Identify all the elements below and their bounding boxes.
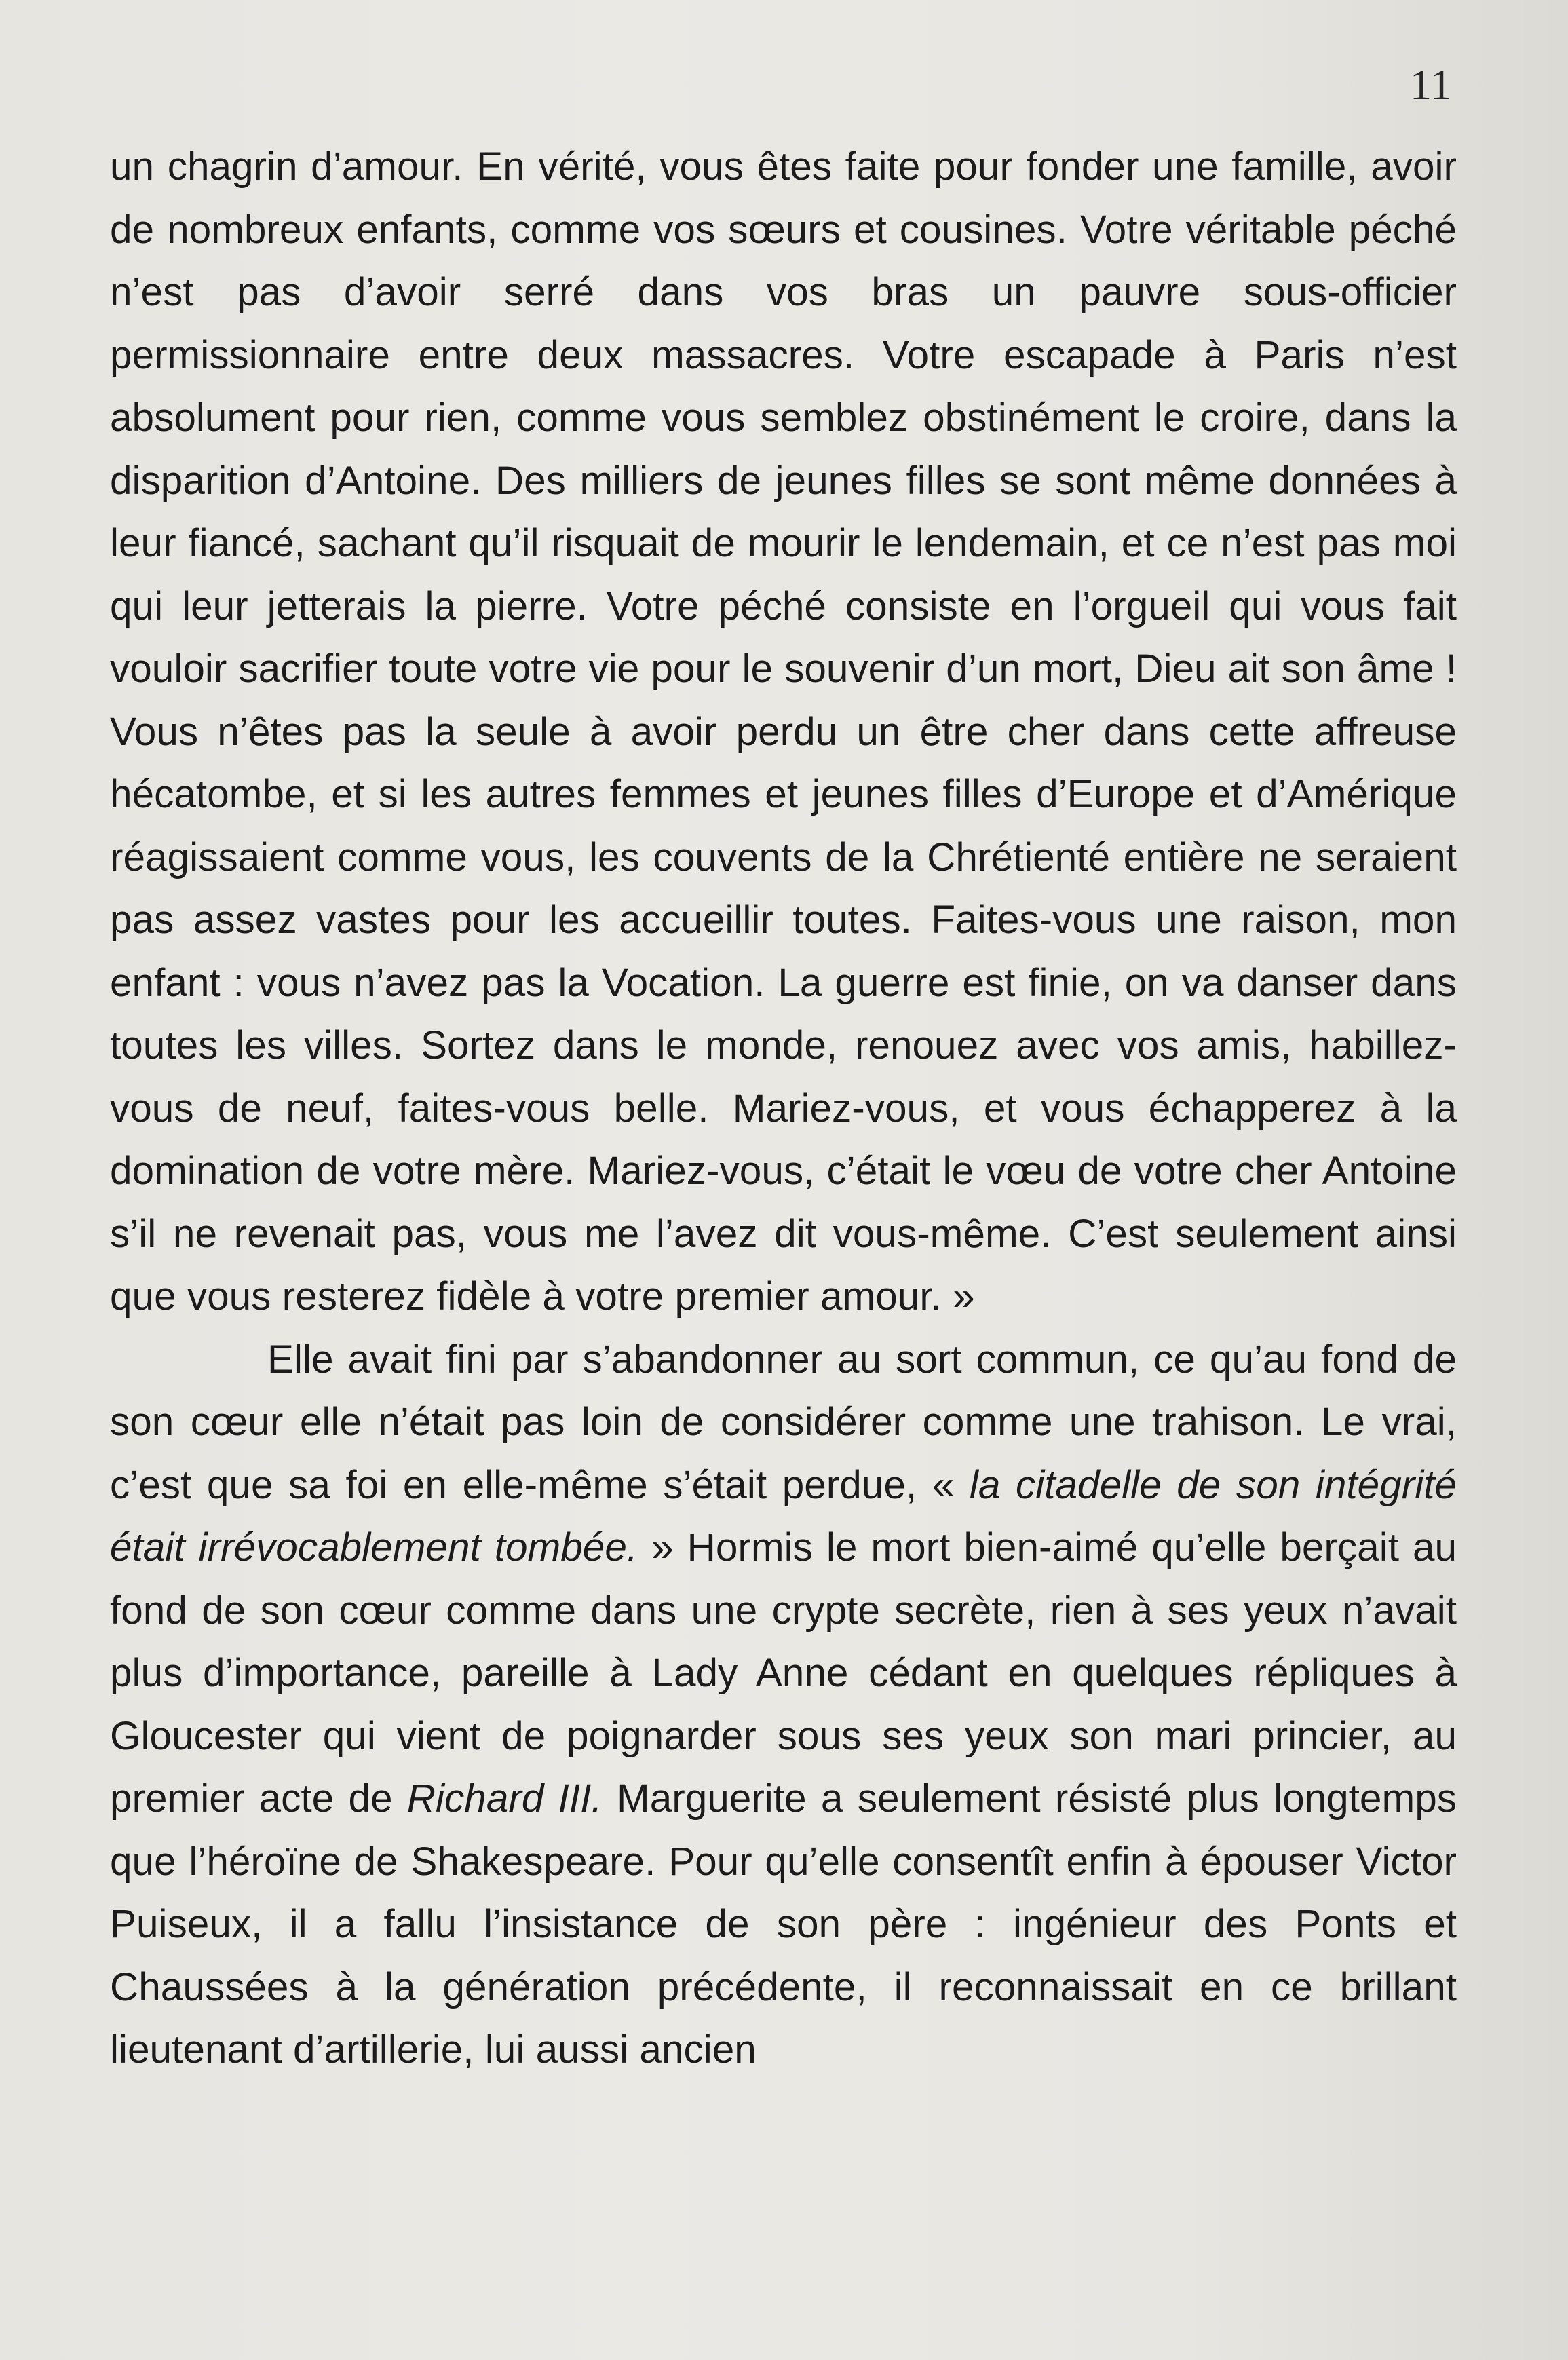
paragraph-text: » Hormis le mort bien-aimé qu’elle berçait au fond de son cœur comme dans une crypte secrète, rien à ses yeux n’avait plus d’importance, pareille à Lady Anne cédant en quelques répliques à Gloucester qui vient de poignarder sous ses yeux son mari princier, au premier acte de	[110, 1525, 1457, 1821]
italic-quote: la citadelle de son intégrité était irrévocablement tombée.	[110, 1462, 1457, 1569]
paragraph-narrative	[110, 1329, 1457, 2082]
paragraph-text: Elle avait fini par s’abandonner au sort commun, ce qu’au fond de son cœur elle n’était pas loin de considérer comme une trahison. Le vrai, c’est que sa foi en elle-même s’était perdue, «	[110, 1337, 1457, 1507]
paragraph-text: Marguerite a seulement résisté plus longtemps que l’héroïne de Shakespeare. Pour qu’elle consentît enfin à épouser Victor Puiseux, il a fallu l’insistance de son père : ingénieur des Ponts et Chaussées à la génération précédente, il reconnaissait en ce brillant lieutenant d’artillerie, lui aussi ancien	[110, 1776, 1457, 2072]
italic-work-title: Richard III.	[406, 1776, 603, 1821]
page-number: 11	[1410, 60, 1452, 109]
body-text	[110, 136, 1457, 2082]
paragraph-quote-continuation: un chagrin d’amour. En vérité, vous êtes faite pour fonder une famille, avoir de nombreux enfants, comme vos sœurs et cousines. Votre véritable péché n’est pas d’avoir serré dans vos bras un pauvre sous-officier permissionnaire entre deux massacres. Votre escapade à Paris n’est absolument pour rien, comme vous semblez obstinément le croire, dans la disparition d’Antoine. Des milliers de jeunes filles se sont même données à leur fiancé, sachant qu’il risquait de mourir le lendemain, et ce n’est pas moi qui leur jetterais la pierre. Votre péché consiste en l’orgueil qui vous fait vouloir sacrifier toute votre vie pour le souvenir d’un mort, Dieu ait son âme ! Vous n’êtes pas la seule à avoir perdu un être cher dans cette affreuse hécatombe, et si les autres femmes et jeunes filles d’Europe et d’Amérique réagissaient comme vous, les couvents de la Chrétienté entière ne seraient pas assez vastes pour les accueillir toutes. Faites-vous une raison, mon enfant : vous n’avez pas la Vocation. La guerre est finie, on va danser dans toutes les villes. Sortez dans le monde, renouez avec vos amis, habillez-vous de neuf, faites-vous belle. Mariez-vous, et vous échapperez à la domination de votre mère. Mariez-vous, c’était le vœu de votre cher Antoine s’il ne revenait pas, vous me l’avez dit vous-même. C’est seulement ainsi que vous resterez fidèle à votre premier amour. »	[110, 145, 1457, 1318]
